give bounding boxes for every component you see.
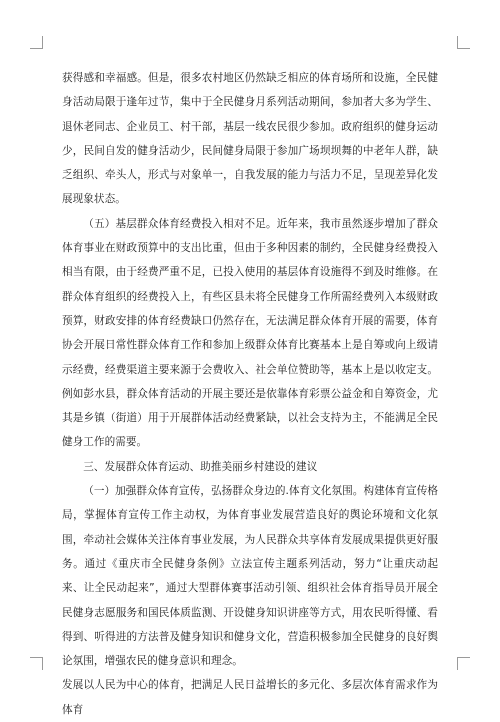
paragraph-publicity: （一）加强群众体育宣传，弘扬群众身边的.体育文化氛围。构建体育宣传格局，掌握体育宣传工作主动权，为体育事业发展营造良好的舆论环境和文化氛围，牵动社会媒体关注体育事业发展，为人民群众共享体育发展成果提供更好服务。通过《重庆市全民健身条例》立法宣传主题系列活动，努力“让重庆动起来、让全民动起来”，通过大型群体赛事活动引领、组织社会体育指导员开展全民健身志愿服务和国民体质监测、开设健身知识讲座等方式，用农民听得懂、看得到、听得进的方法普及健身知识和健身文化，营造积极参加全民健身的良好舆论氛围，增强农民的健身意识和理念。 (62, 485, 438, 668)
document-body (62, 66, 438, 722)
crop-mark-bottom-right (457, 657, 470, 670)
paragraph-funding: （五）基层群众体育经费投入相对不足。近年来，我市虽然逐步增加了群众体育事业在财政预算中的支出比重，但由于多种因素的制约，全民健身经费投入相当有限，由于经费严重不足，已投入使用的基层体育设施得不到及时维修。在群众体育组织的经费投入上，有些区县未将全民健身工作所需经费列入本级财政预算，财政安排的体育经费缺口仍然存在，无法满足群众体育开展的需要，体育协会开展日常性群众体育工作和参加上级群众体育比赛基本上是自筹或向上级请示经费，经费渠道主要来源于会费收入、社会单位赞助等，基本上是以收定支。例如彭水县，群众体育活动的开展主要还是依靠体育彩票公益金和自筹资金，尤其是乡镇（街道）用于开展群体活动经费紧缺，以社会支持为主，不能满足全民健身工作的需要。 (62, 217, 438, 449)
paragraph-people-centered: 发展以人民为中心的体育，把满足人民日益增长的多元化、多层次体育需求作为体育 (62, 679, 438, 716)
crop-mark-top-right (457, 36, 470, 49)
crop-mark-bottom-left (30, 657, 43, 670)
crop-mark-top-left (30, 36, 43, 49)
section-heading: 三、发展群众体育运动、助推美丽乡村建设的建议 (83, 460, 318, 473)
paragraph-continuation: 获得感和幸福感。但是，很多农村地区仍然缺乏相应的体育场所和设施，全民健身活动局限于逢年过节，集中于全民健身月系列活动期间，参加者大多为学生、退休老同志、企业员工、村干部，基层一线农民很少参加。政府组织的健身运动少，民间自发的健身活动少，民间健身局限于参加广场坝坝舞的中老年人群，缺乏组织、牵头人，形式与对象单一，自我发展的能力与活力不足，呈现差异化发展现象状态。 (62, 72, 438, 206)
